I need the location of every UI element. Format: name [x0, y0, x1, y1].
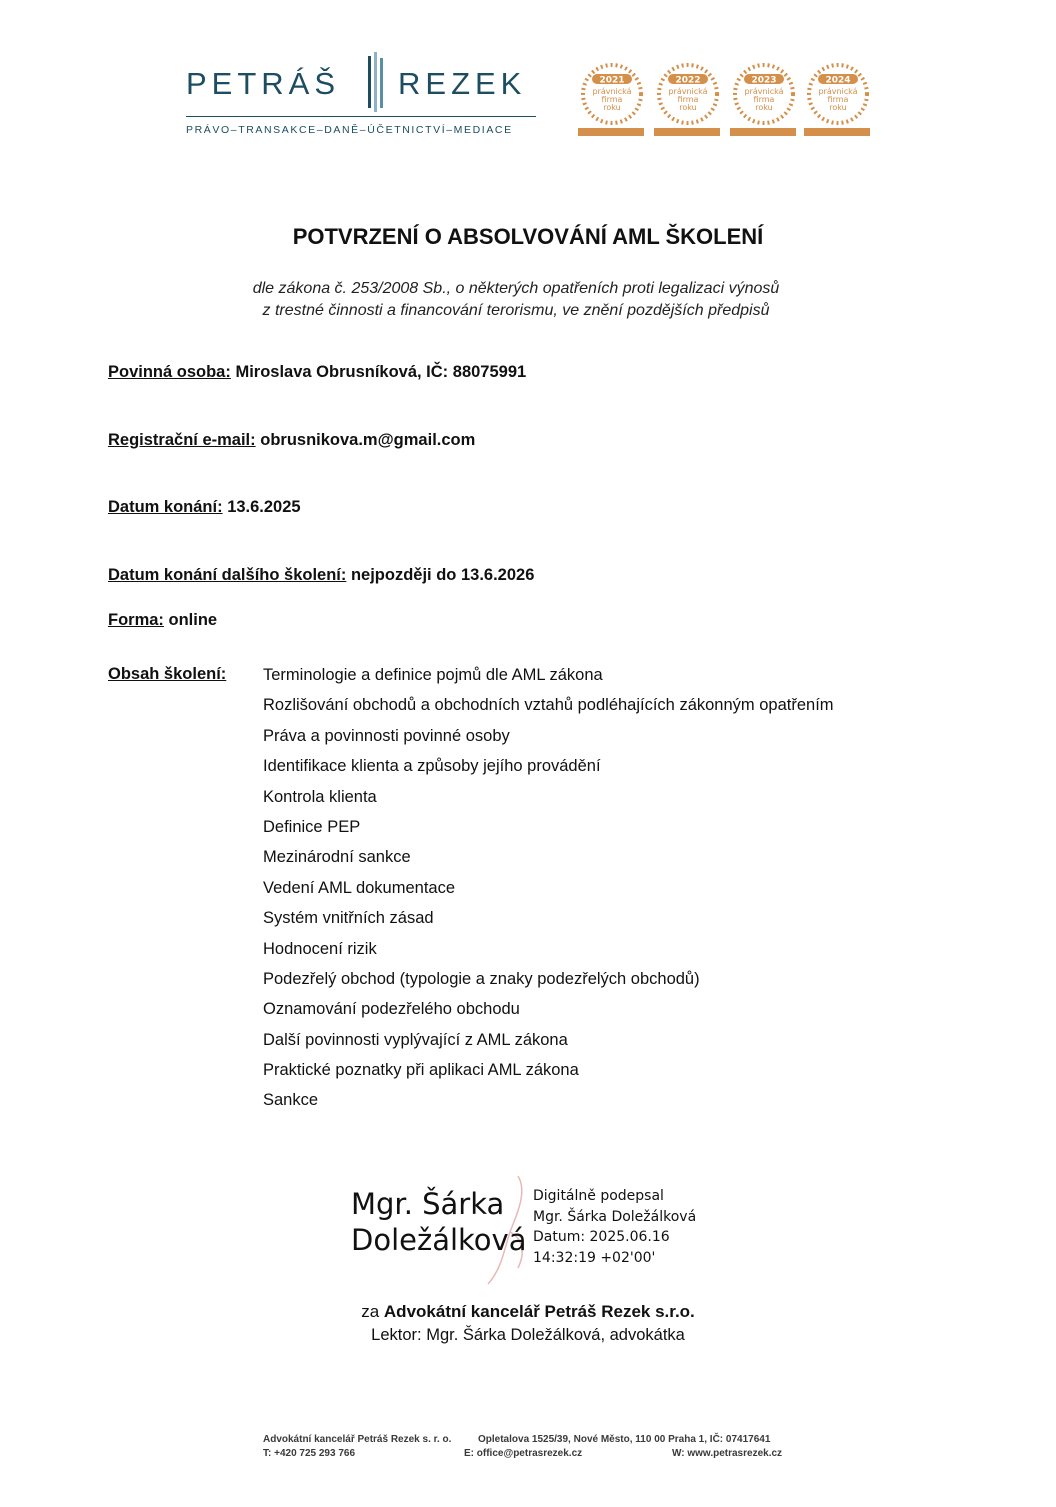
firm-line [0, 1302, 1056, 1322]
award-badges [578, 62, 870, 138]
subtitle-line-1: dle zákona č. 253/2008 Sb., o některých opatřeních proti legalizaci výnosů [252, 280, 780, 297]
logo-text-rezek: REZEK [398, 66, 527, 101]
list-item: Systém vnitřních zásad [263, 909, 434, 928]
field-date-value: 13.6.2025 [227, 498, 301, 516]
list-item: Mezinárodní sankce [263, 848, 411, 867]
svg-text:právnická: právnická [592, 87, 632, 96]
field-next-value: nejpozději do 13.6.2026 [350, 566, 535, 584]
svg-text:firma: firma [677, 95, 699, 104]
svg-text:právnická: právnická [668, 87, 708, 96]
award-year-2023: 2023 [751, 75, 777, 86]
award-year-2021: 2021 [599, 75, 625, 86]
logo-text-petras: PETRÁŠ [186, 66, 341, 101]
list-item: Kontrola klienta [263, 787, 377, 806]
footer-email: E: office@petrasrezek.cz [464, 1448, 583, 1459]
footer-company: Advokátní kancelář Petráš Rezek s. r. o. [263, 1434, 452, 1445]
document-title: POTVRZENÍ O ABSOLVOVÁNÍ AML ŠKOLENÍ [292, 224, 764, 249]
svg-text:roku: roku [679, 103, 697, 112]
subtitle-line-2: z trestné činnosti a financování terorismu, ve znění pozdějších předpisů [262, 302, 770, 319]
document-subtitle [0, 278, 1032, 322]
firm-name: Advokátní kancelář Petráš Rezek s.r.o. [383, 1302, 695, 1321]
signature-info-line-2: Mgr. Šárka Doležálková [533, 1208, 697, 1225]
list-item: Další povinnosti vyplývající z AML zákona [263, 1030, 568, 1049]
firm-prefix: za [361, 1302, 380, 1321]
list-item: Vedení AML dokumentace [263, 878, 456, 897]
signature-name-line-1: Mgr. Šárka [351, 1187, 505, 1221]
svg-text:roku: roku [603, 103, 621, 112]
svg-text:právnická: právnická [744, 87, 784, 96]
svg-text:firma: firma [827, 95, 849, 104]
field-email [108, 431, 475, 450]
logo-rule [186, 116, 536, 117]
logo-bars-icon [366, 52, 386, 112]
signature-info [533, 1186, 696, 1268]
content-label: Obsah školení: [108, 665, 227, 683]
award-year-2022: 2022 [675, 75, 701, 86]
list-item: Hodnocení rizik [263, 939, 377, 958]
field-email-value: obrusnikova.m@gmail.com [260, 431, 476, 449]
field-person-value: Miroslava Obrusníková, IČ: 88075991 [235, 363, 527, 381]
field-person-label: Povinná osoba: [108, 363, 231, 381]
award-badge-2022-icon [654, 65, 720, 136]
field-form-value: online [168, 611, 218, 629]
signature-info-line-4: 14:32:19 +02'00' [533, 1249, 656, 1266]
field-date [108, 498, 301, 517]
field-form [108, 611, 217, 630]
award-badge-2023-icon [730, 65, 796, 136]
svg-text:roku: roku [755, 103, 773, 112]
field-next-label: Datum konání dalšího školení: [108, 566, 347, 584]
footer-web: W: www.petrasrezek.cz [672, 1448, 783, 1459]
footer-phone: T: +420 725 293 766 [263, 1448, 356, 1459]
list-item: Oznamování podezřelého obchodu [263, 1000, 520, 1019]
logo-tagline: PRÁVO–TRANSAKCE–DANĚ–ÚČETNICTVÍ–MEDIACE [186, 124, 513, 136]
svg-text:firma: firma [601, 95, 623, 104]
topic-list [263, 665, 834, 1121]
svg-text:právnická: právnická [818, 87, 858, 96]
list-item: Rozlišování obchodů a obchodních vztahů podléhajících zákonným opatřením [263, 696, 834, 715]
signature-info-line-3: Datum: 2025.06.16 [533, 1229, 670, 1245]
list-item: Terminologie a definice pojmů dle AML zákona [263, 666, 603, 684]
signature-info-line-1: Digitálně podepsal [533, 1188, 664, 1204]
signature-name [351, 1186, 526, 1258]
award-badge-2021-icon [578, 65, 644, 136]
footer-address: Opletalova 1525/39, Nové Město, 110 00 Praha 1, IČ: 07417641 [478, 1434, 771, 1445]
award-year-2024: 2024 [825, 75, 851, 86]
field-form-label: Forma: [108, 611, 164, 629]
list-item: Práva a povinnosti povinné osoby [263, 726, 510, 745]
field-next-training [108, 566, 534, 585]
field-email-label: Registrační e-mail: [108, 431, 256, 449]
svg-text:roku: roku [829, 103, 847, 112]
list-item: Praktické poznatky při aplikaci AML zákona [263, 1061, 579, 1080]
field-person [108, 363, 526, 382]
field-date-label: Datum konání: [108, 498, 223, 516]
svg-text:firma: firma [753, 95, 775, 104]
list-item: Identifikace klienta a způsoby jejího provádění [263, 757, 601, 776]
list-item: Definice PEP [263, 817, 361, 836]
award-badge-2024-icon [804, 65, 870, 136]
lektor-line: Lektor: Mgr. Šárka Doležálková, advokátka [371, 1326, 685, 1344]
list-item: Podezřelý obchod (typologie a znaky podezřelých obchodů) [263, 969, 700, 988]
list-item: Sankce [263, 1091, 319, 1110]
signature-name-line-2: Doležálková [351, 1223, 527, 1257]
